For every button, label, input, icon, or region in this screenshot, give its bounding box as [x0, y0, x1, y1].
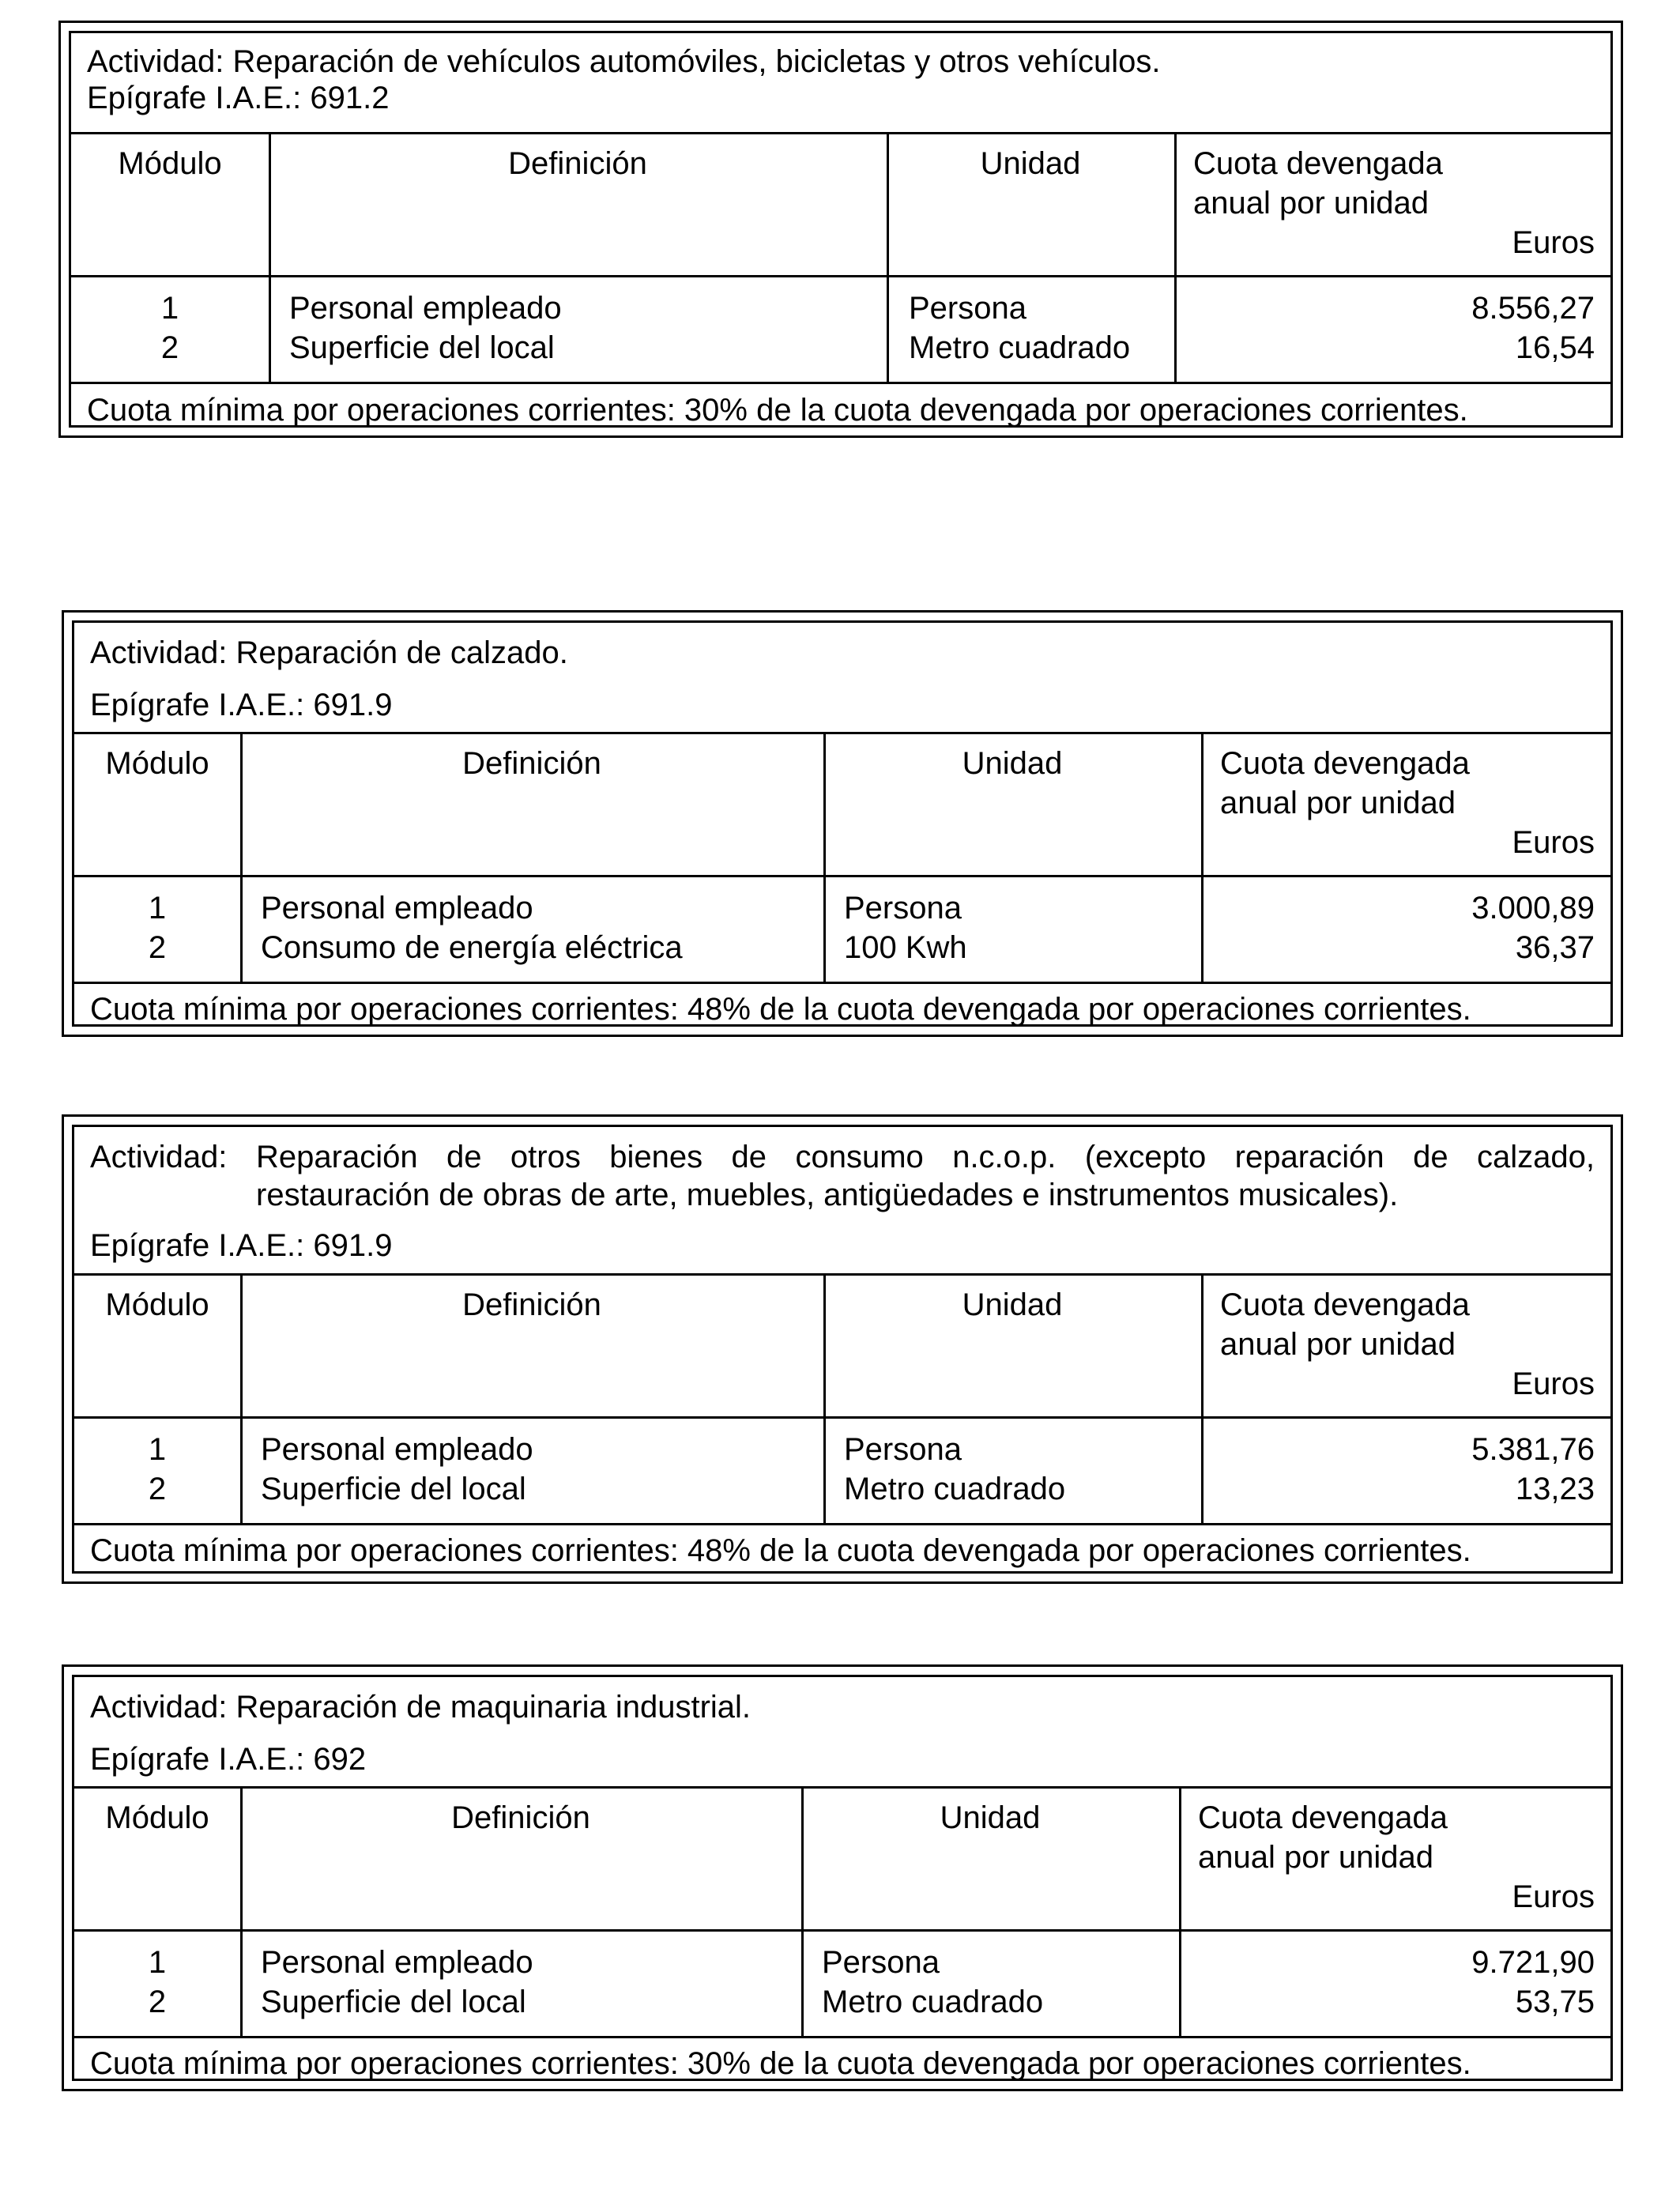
activity-text-line2: restauración de obras de arte, muebles, antigüedades e instrumentos musicales). — [256, 1178, 1399, 1212]
activity-label: Actividad: — [87, 44, 224, 79]
column-headers — [71, 134, 1610, 277]
row-2-modulo: 2 — [160, 330, 179, 365]
row-2-cuota: 36,37 — [1515, 930, 1595, 965]
header-modulo: Módulo — [118, 146, 222, 181]
row-2-definicion: Consumo de energía eléctrica — [261, 930, 683, 965]
column-divider — [1174, 134, 1177, 382]
header-cuota-line1: Cuota devengada — [1193, 146, 1443, 181]
header-modulo: Módulo — [105, 1800, 209, 1835]
epigraph: Epígrafe I.A.E.: 691.2 — [87, 81, 390, 115]
activity-label: Actividad: — [90, 1140, 228, 1174]
header-cuota-line1: Cuota devengada — [1220, 1287, 1470, 1322]
column-divider — [823, 1276, 826, 1523]
minimum-quota-note: Cuota mínima por operaciones corrientes: 30% de la cuota devengada por operaciones corrientes. — [90, 2046, 1471, 2081]
column-divider — [887, 134, 889, 382]
row-2-definicion: Superficie del local — [289, 330, 555, 365]
header-cuota-line2: anual por unidad — [1193, 186, 1430, 221]
column-divider — [823, 734, 826, 982]
header-modulo: Módulo — [105, 1287, 209, 1322]
header-cuota-line2: anual por unidad — [1220, 786, 1456, 820]
activity-header — [74, 623, 1610, 734]
column-divider — [1179, 1789, 1181, 2036]
row-2-unidad: Metro cuadrado — [822, 1985, 1044, 2019]
row-1-unidad: Persona — [909, 291, 1026, 326]
row-1-unidad: Persona — [822, 1945, 940, 1980]
row-1-cuota: 9.721,90 — [1471, 1945, 1595, 1980]
activity-text: Reparación de vehículos automóviles, bicicletas y otros vehículos. — [232, 44, 1161, 79]
footer-divider — [74, 982, 1610, 984]
row-1-definicion: Personal empleado — [261, 1945, 533, 1980]
column-headers — [74, 1276, 1610, 1419]
activity-table-4 — [62, 1664, 1623, 2091]
row-2-modulo: 2 — [148, 930, 167, 965]
activity-header — [74, 1677, 1610, 1789]
header-cuota-line1: Cuota devengada — [1220, 746, 1470, 781]
row-2-modulo: 2 — [148, 1985, 167, 2019]
column-divider — [269, 134, 271, 382]
activity-text: Reparación de maquinaria industrial. — [235, 1690, 751, 1725]
header-euros: Euros — [1512, 1367, 1595, 1401]
epigraph: Epígrafe I.A.E.: 691.9 — [90, 688, 393, 722]
activity-line — [87, 43, 1595, 81]
header-definicion: Definición — [451, 1800, 590, 1835]
header-unidad: Unidad — [940, 1800, 1041, 1835]
row-1-definicion: Personal empleado — [289, 291, 562, 326]
header-definicion: Definición — [462, 746, 601, 781]
activity-table-3 — [62, 1114, 1623, 1584]
minimum-quota-note: Cuota mínima por operaciones corrientes: 48% de la cuota devengada por operaciones corrientes. — [90, 1533, 1471, 1568]
table-inner-border — [72, 1675, 1613, 2081]
header-definicion: Definición — [508, 146, 647, 181]
row-1-cuota: 5.381,76 — [1471, 1432, 1595, 1467]
row-1-cuota: 8.556,27 — [1471, 291, 1595, 326]
header-euros: Euros — [1512, 825, 1595, 860]
row-1-unidad: Persona — [844, 1432, 962, 1467]
column-divider — [1201, 1276, 1203, 1523]
row-2-definicion: Superficie del local — [261, 1985, 526, 2019]
header-unidad: Unidad — [962, 1287, 1063, 1322]
header-euros: Euros — [1512, 225, 1595, 260]
row-1-definicion: Personal empleado — [261, 1432, 533, 1467]
activity-line — [90, 1688, 1595, 1726]
activity-table-1 — [58, 21, 1623, 438]
row-1-modulo: 1 — [148, 1432, 167, 1467]
column-divider — [240, 1789, 243, 2036]
row-2-unidad: Metro cuadrado — [909, 330, 1131, 365]
activity-text-line1: Reparación de otros bienes de consumo n.c.o.p. (excepto reparación de calzado, — [256, 1140, 1595, 1174]
row-1-unidad: Persona — [844, 891, 962, 925]
row-1-definicion: Personal empleado — [261, 891, 533, 925]
table-inner-border — [72, 620, 1613, 1027]
row-1-modulo: 1 — [160, 291, 179, 326]
header-euros: Euros — [1512, 1879, 1595, 1914]
row-2-unidad: Metro cuadrado — [844, 1472, 1066, 1506]
row-2-cuota: 53,75 — [1515, 1985, 1595, 2019]
activity-table-2 — [62, 610, 1623, 1037]
column-divider — [1201, 734, 1203, 982]
row-2-cuota: 13,23 — [1515, 1472, 1595, 1506]
table-inner-border — [72, 1125, 1613, 1574]
column-divider — [801, 1789, 804, 2036]
minimum-quota-note: Cuota mínima por operaciones corrientes: 48% de la cuota devengada por operaciones corrientes. — [90, 992, 1471, 1027]
epigraph: Epígrafe I.A.E.: 692 — [90, 1742, 367, 1777]
epigraph: Epígrafe I.A.E.: 691.9 — [90, 1228, 393, 1263]
row-1-modulo: 1 — [148, 891, 167, 925]
activity-header — [71, 33, 1610, 134]
footer-divider — [71, 382, 1610, 384]
row-2-cuota: 16,54 — [1515, 330, 1595, 365]
column-divider — [240, 1276, 243, 1523]
row-2-definicion: Superficie del local — [261, 1472, 526, 1506]
row-2-unidad: 100 Kwh — [844, 930, 967, 965]
minimum-quota-note: Cuota mínima por operaciones corrientes: 30% de la cuota devengada por operaciones corrientes. — [87, 393, 1468, 428]
header-cuota-line1: Cuota devengada — [1198, 1800, 1448, 1835]
table-inner-border — [69, 31, 1613, 428]
column-headers — [74, 734, 1610, 877]
activity-label: Actividad: — [90, 1690, 228, 1725]
header-unidad: Unidad — [980, 146, 1081, 181]
activity-header — [74, 1127, 1610, 1276]
header-cuota-line2: anual por unidad — [1220, 1327, 1456, 1362]
activity-line — [90, 634, 1595, 672]
header-definicion: Definición — [462, 1287, 601, 1322]
row-1-modulo: 1 — [148, 1945, 167, 1980]
header-unidad: Unidad — [962, 746, 1063, 781]
header-cuota-line2: anual por unidad — [1198, 1840, 1434, 1875]
row-2-modulo: 2 — [148, 1472, 167, 1506]
column-divider — [240, 734, 243, 982]
footer-divider — [74, 2036, 1610, 2038]
footer-divider — [74, 1523, 1610, 1525]
activity-text: Reparación de calzado. — [235, 635, 568, 670]
row-1-cuota: 3.000,89 — [1471, 891, 1595, 925]
header-modulo: Módulo — [105, 746, 209, 781]
column-headers — [74, 1789, 1610, 1932]
activity-label: Actividad: — [90, 635, 228, 670]
